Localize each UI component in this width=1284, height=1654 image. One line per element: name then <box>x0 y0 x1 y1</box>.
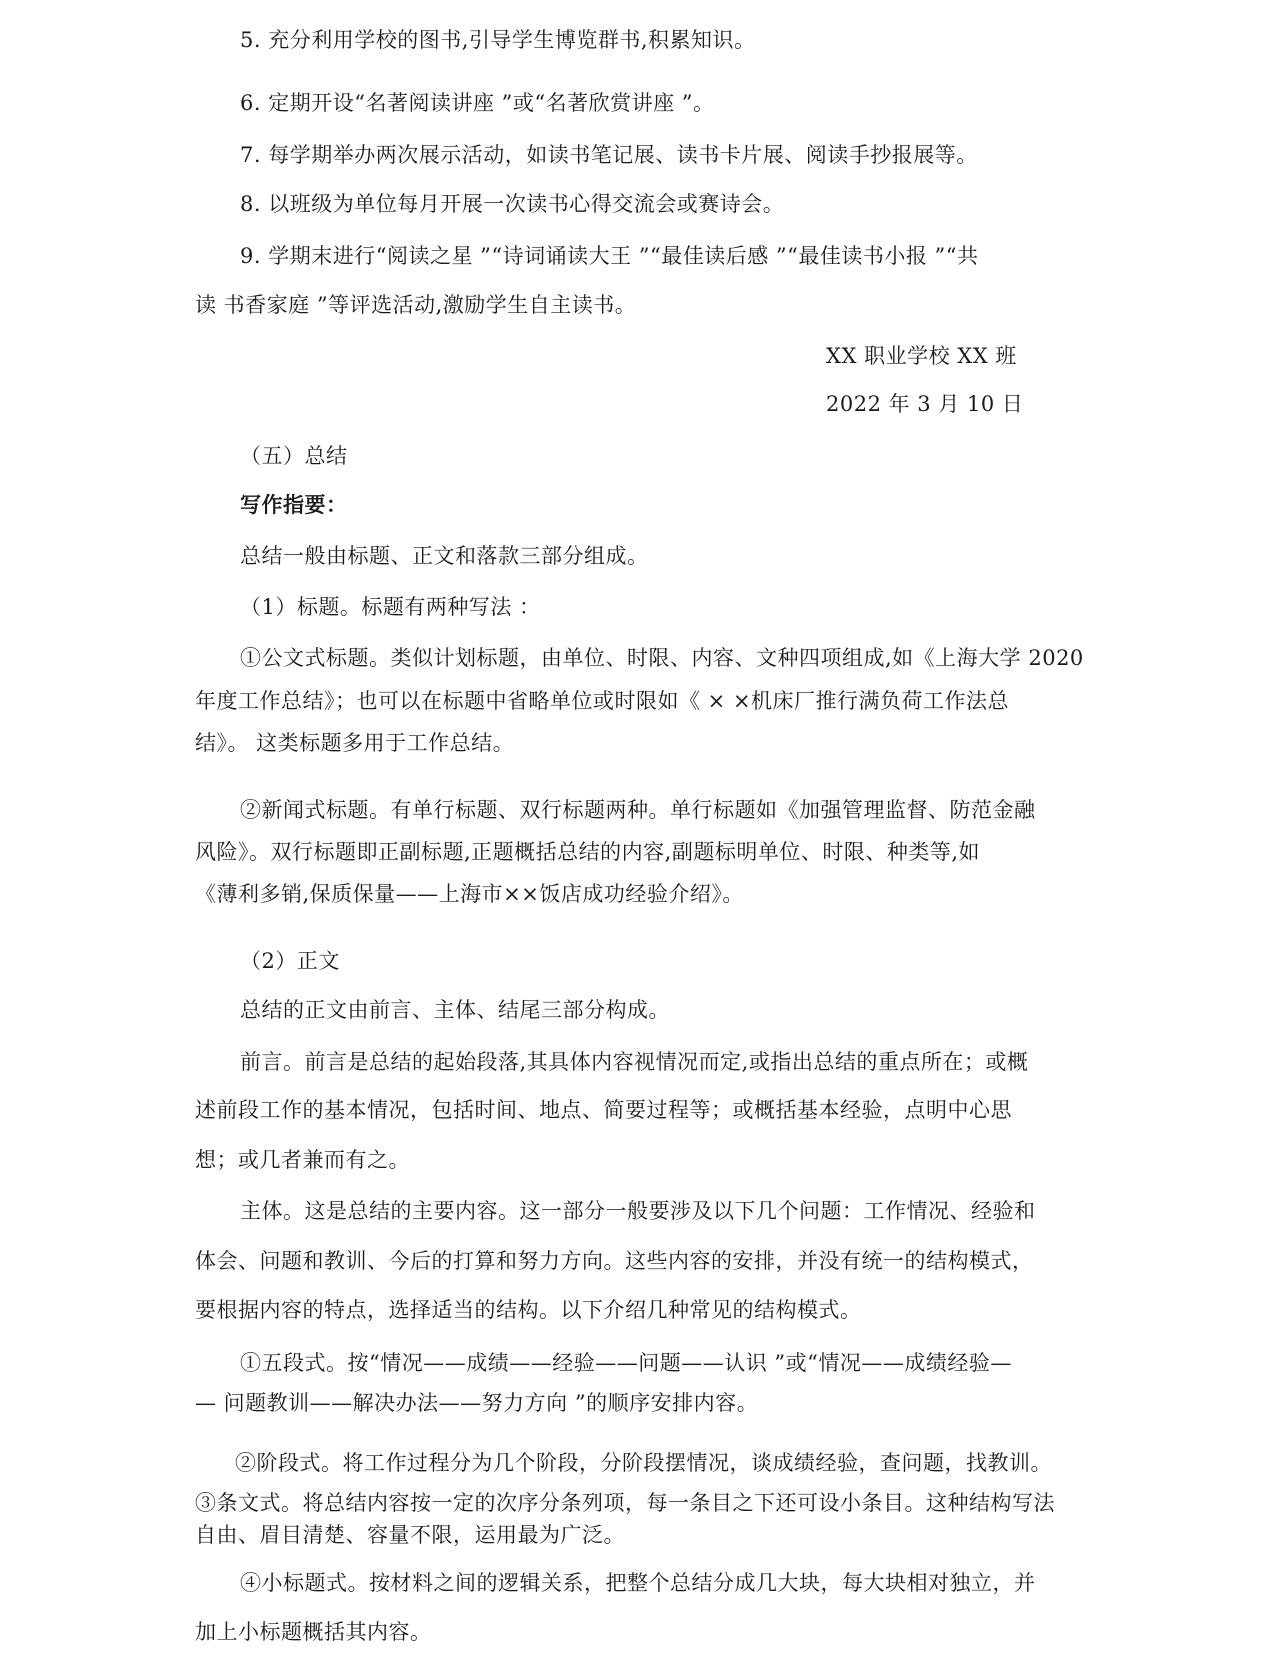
five-stage-line-2: — 问题教训——解决办法——努力方向 ”的顺序安排内容。 <box>195 1391 759 1415</box>
five-stage-line-1: ①五段式。按“情况——成绩——经验——问题——认识 ”或“情况——成绩经验— <box>240 1351 1012 1375</box>
news-title-line-2: 风险》。双行标题即正副标题,正题概括总结的内容,副题标明单位、时限、种类等,如 <box>195 840 981 864</box>
official-title-line-2: 年度工作总结》；也可以在标题中省略单位或时限如《 × ×机床厂推行满负荷工作法总 <box>195 689 1010 713</box>
list-item-6: 6. 定期开设“名著阅读讲座 ”或“名著欣赏讲座 ”。 <box>240 91 715 115</box>
body-intro: 总结的正文由前言、主体、结尾三部分构成。 <box>240 998 670 1022</box>
main-body-line-1: 主体。这是总结的主要内容。这一部分一般要涉及以下几个问题：工作情况、经验和 <box>240 1199 1036 1223</box>
list-item-8: 8. 以班级为单位每月开展一次读书心得交流会或赛诗会。 <box>240 192 785 216</box>
official-title-line-1: ①公文式标题。类似计划标题，由单位、时限、内容、文种四项组成,如《上海大学 2020 <box>240 646 1084 670</box>
signature-date: 2022 年 3 月 10 日 <box>826 392 1024 416</box>
list-item-7: 7. 每学期举办两次展示活动，如读书笔记展、读书卡片展、阅读手抄报展等。 <box>240 143 978 167</box>
preface-line-1: 前言。前言是总结的起始段落,其具体内容视情况而定,或指出总结的重点所在；或概 <box>240 1050 1029 1074</box>
preface-line-3: 想；或几者兼而有之。 <box>195 1148 410 1172</box>
preface-line-2: 述前段工作的基本情况，包括时间、地点、简要过程等；或概括基本经验，点明中心思 <box>195 1098 1012 1122</box>
official-title-line-3: 结》。 这类标题多用于工作总结。 <box>195 731 515 755</box>
section-heading: （五）总结 <box>240 444 348 468</box>
news-title-line-1: ②新闻式标题。有单行标题、双行标题两种。单行标题如《加强管理监督、防范金融 <box>240 798 1036 822</box>
itemized-line-1: ③条文式。将总结内容按一定的次序分条列项，每一条目之下还可设小条目。这种结构写法 <box>195 1491 1055 1515</box>
main-body-line-3: 要根据内容的特点，选择适当的结构。以下介绍几种常见的结构模式。 <box>195 1298 862 1322</box>
title-part-heading: （1）标题。标题有两种写法 ： <box>240 595 541 619</box>
body-part-heading: （2）正文 <box>240 949 340 973</box>
phase-style: ②阶段式。将工作过程分为几个阶段，分阶段摆情况，谈成绩经验，查问题，找教训。 <box>235 1451 1052 1475</box>
signature-org: XX 职业学校 XX 班 <box>826 344 1017 368</box>
itemized-line-2: 自由、眉目清楚、容量不限，运用最为广泛。 <box>195 1523 625 1547</box>
guide-heading: 写作指要： <box>240 492 348 517</box>
subheading-style-line-1: ④小标题式。按材料之间的逻辑关系，把整个总结分成几大块，每大块相对独立，并 <box>240 1571 1036 1595</box>
main-body-line-2: 体会、问题和教训、今后的打算和努力方向。这些内容的安排，并没有统一的结构模式， <box>195 1249 1034 1273</box>
list-item-5: 5. 充分利用学校的图书,引导学生博览群书,积累知识。 <box>240 28 756 52</box>
intro-paragraph: 总结一般由标题、正文和落款三部分组成。 <box>240 544 649 568</box>
news-title-line-3: 《薄利多销,保质保量——上海市××饭店成功经验介绍》。 <box>195 882 744 906</box>
list-item-9-line-1: 9. 学期末进行“阅读之星 ”“诗词诵读大王 ”“最佳读后感 ”“最佳读书小报 ”“共 <box>240 244 979 268</box>
list-item-9-line-2: 读 书香家庭 ”等评选活动,激励学生自主读书。 <box>195 293 637 317</box>
subheading-style-line-2: 加上小标题概括其内容。 <box>195 1620 432 1644</box>
